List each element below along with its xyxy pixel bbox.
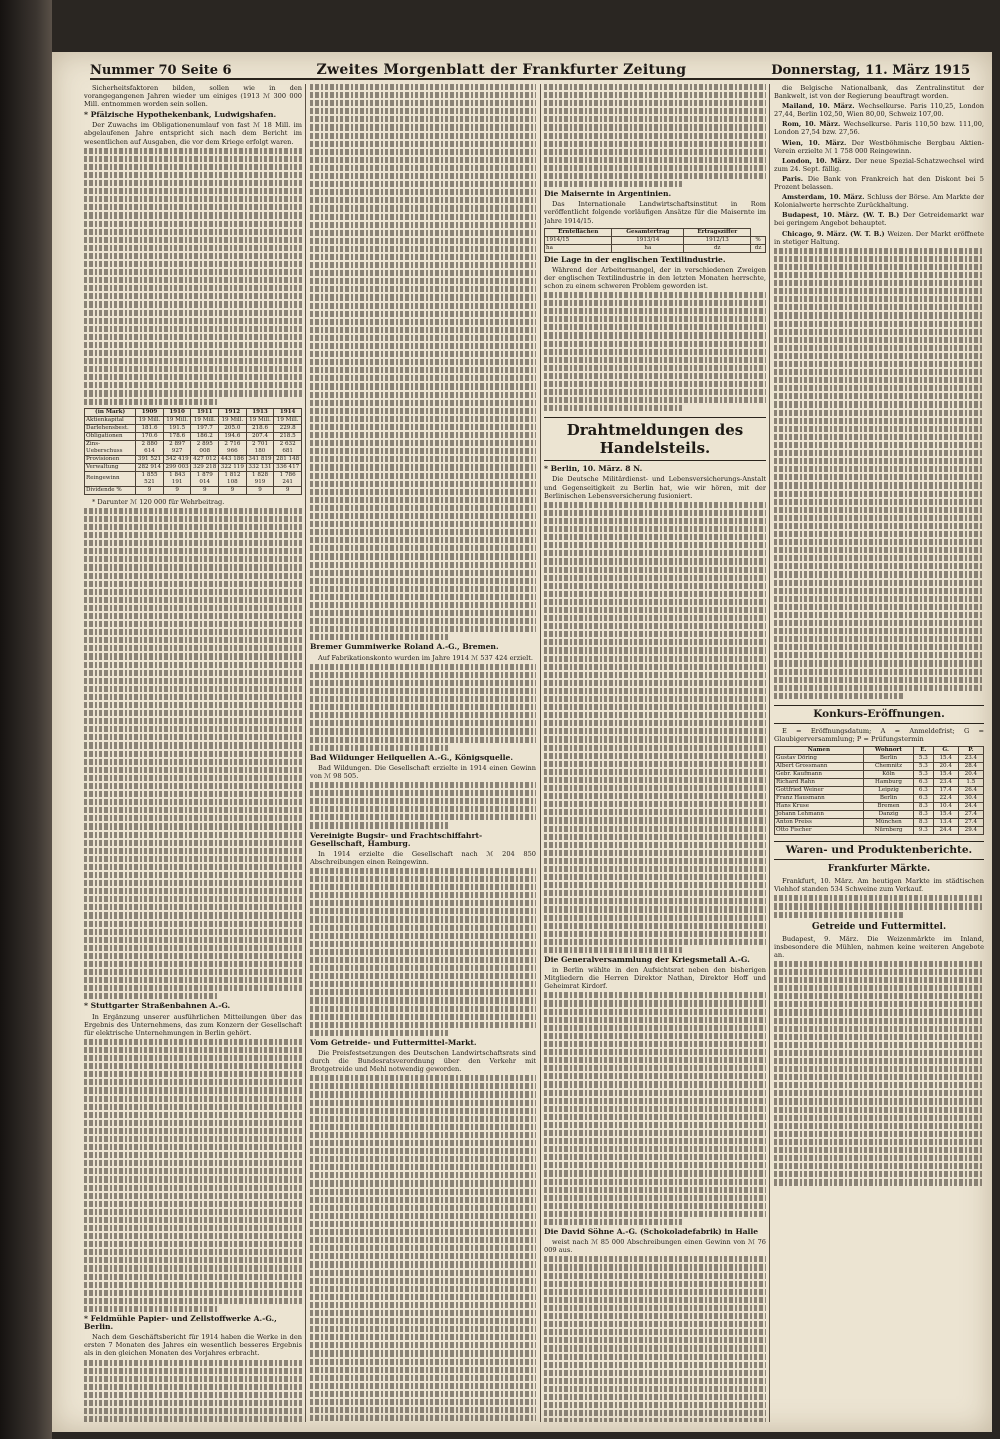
wire-title: Die Generalversammlung der Kriegsmetall A.-G. bbox=[544, 955, 750, 964]
table-note: * Darunter ℳ 120 000 für Wehrbeitrag. bbox=[92, 497, 225, 506]
body-text-lines bbox=[544, 502, 766, 953]
body-text-lines bbox=[84, 148, 302, 405]
table-cell: 282 914 bbox=[136, 463, 164, 471]
table-cell: Leipzig bbox=[863, 787, 913, 795]
market-text: Die Preisfestsetzungen des Deutschen Landwirtschaftsrats sind durch die Bundesratsverordnung über den Verkehr mit Brotgetreide und Mehl notwendig geworden. bbox=[310, 1048, 536, 1074]
body-text-lines bbox=[774, 895, 984, 917]
column-2 bbox=[310, 84, 536, 1422]
konkurs-heading: Konkurs-Eröffnungen. bbox=[774, 705, 984, 724]
table-cell: 1 879 014 bbox=[191, 471, 219, 486]
article-text: Der Zuwachs im Obligationenumlauf von fast ℳ 18 Mill. im abgelaufenen Jahre entspricht sich nach dem Bericht im wesentlichen auf Ausgaben, die vor dem Kriege erfolgt waren. bbox=[84, 121, 302, 146]
table-cell: 9 bbox=[219, 486, 247, 494]
table-cell: Darlehensbest. bbox=[85, 424, 136, 432]
column-1 bbox=[84, 84, 302, 1422]
newspaper-page bbox=[52, 52, 992, 1432]
table-cell: 1914/15 bbox=[545, 236, 612, 244]
table-header-cell: 1909 bbox=[136, 408, 164, 416]
table-cell: 1 812 108 bbox=[219, 471, 247, 486]
table-cell: 8.3 bbox=[914, 803, 933, 811]
table-cell: 8.3 bbox=[914, 819, 933, 827]
table-cell: 10.4 bbox=[933, 803, 958, 811]
table-header-cell: Ertragsziffer bbox=[684, 228, 751, 236]
wire-item-text: Wechselkurse. Paris 110,25, London 27,44, Berlin 102,50, Wien 80,00, Schweiz 107,00. bbox=[774, 102, 984, 119]
body-text-lines bbox=[774, 961, 984, 1186]
article-text: In Ergänzung unserer ausführlichen Mitteilungen über das Ergebnis des Unternehmens, das zum Konzern der Gesellschaft für elektrische Unternehmungen in Berlin gehört. bbox=[84, 1012, 302, 1037]
table-cell: 2 716 966 bbox=[219, 440, 247, 455]
table-cell: 332 131 bbox=[246, 463, 274, 471]
table-cell: 15.4 bbox=[933, 811, 958, 819]
article-title: Bad Wildunger Heilquellen A.-G., Königsquelle. bbox=[310, 752, 514, 762]
table-row bbox=[775, 811, 984, 819]
table-cell: 23.4 bbox=[933, 779, 958, 787]
table-cell: 9 bbox=[163, 486, 191, 494]
body-text-lines bbox=[544, 84, 766, 187]
column-rule bbox=[769, 84, 770, 1422]
table-cell: 19 Mill. bbox=[163, 416, 191, 424]
konkurs-table bbox=[774, 746, 984, 835]
table-cell: 13.4 bbox=[933, 819, 958, 827]
table-cell: 191.5 bbox=[163, 424, 191, 432]
body-text-lines bbox=[310, 782, 536, 829]
table-cell: 26.4 bbox=[958, 787, 983, 795]
table-cell: Gebr. Kaufmann bbox=[775, 771, 864, 779]
wire-item-title: Budapest, 10. März. (W. T. B.) bbox=[782, 211, 903, 220]
table-cell: Köln bbox=[863, 771, 913, 779]
paper-title: Zweites Morgenblatt der Frankfurter Zeitung bbox=[316, 62, 687, 78]
article-title: * Pfälzische Hypothekenbank, Ludwigshafen. bbox=[84, 110, 277, 120]
table-cell: 27.4 bbox=[958, 811, 983, 819]
table-cell: 336 417 bbox=[274, 463, 302, 471]
table-header-cell: E. bbox=[914, 747, 933, 755]
table-cell: 299 003 bbox=[163, 463, 191, 471]
table-cell: 15.4 bbox=[933, 771, 958, 779]
table-row bbox=[85, 486, 302, 494]
wire-item-title: Mailand, 10. März. bbox=[782, 102, 859, 111]
table-cell: Richard Rahn bbox=[775, 779, 864, 787]
table-cell: dz bbox=[751, 244, 766, 252]
table-cell: 19 Mill. bbox=[246, 416, 274, 424]
wire-item bbox=[774, 139, 984, 155]
body-text-lines bbox=[310, 664, 536, 751]
table-cell: 9 bbox=[246, 486, 274, 494]
table-header-cell: G. bbox=[933, 747, 958, 755]
column-4 bbox=[774, 84, 984, 1422]
body-text-lines bbox=[774, 248, 984, 699]
wire-item-text: Schluss der Börse. Am Markte der Kolonialwerte herrschte Zurückhaltung. bbox=[774, 193, 984, 210]
table-cell: 443 186 bbox=[219, 455, 247, 463]
table-cell: Hamburg bbox=[863, 779, 913, 787]
body-text-lines bbox=[310, 1075, 536, 1422]
wire-item-title: London, 10. März. bbox=[782, 156, 855, 165]
table-cell: Bremen bbox=[863, 803, 913, 811]
table-cell: ha bbox=[612, 244, 684, 252]
table-row bbox=[85, 455, 302, 463]
table-cell: 19 Mill. bbox=[219, 416, 247, 424]
table-cell: 186.2 bbox=[191, 432, 219, 440]
market-title: Vom Getreide- und Futtermittel-Markt. bbox=[310, 1037, 477, 1047]
table-cell: 1 855 521 bbox=[136, 471, 164, 486]
table-cell: 30.4 bbox=[958, 795, 983, 803]
table-cell: Gottfried Weiner bbox=[775, 787, 864, 795]
table-row bbox=[775, 819, 984, 827]
table-cell: 5.3 bbox=[914, 763, 933, 771]
table-cell: Danzig bbox=[863, 811, 913, 819]
table-row bbox=[85, 416, 302, 424]
table-cell: 5.3 bbox=[914, 755, 933, 763]
table-cell: 342 419 bbox=[163, 455, 191, 463]
table-cell: 23.4 bbox=[958, 755, 983, 763]
table-cell: 391 521 bbox=[136, 455, 164, 463]
table-cell: 6.3 bbox=[914, 779, 933, 787]
wire-text: weist nach ℳ 85 000 Abschreibungen einen Gewinn von ℳ 76 009 aus. bbox=[544, 1238, 766, 1255]
table-cell: Otto Fischer bbox=[775, 827, 864, 835]
table-cell: ha bbox=[545, 244, 612, 252]
article-title: Bremer Gummiwerke Roland A.-G., Bremen. bbox=[310, 642, 499, 652]
table-cell: 28.4 bbox=[958, 763, 983, 771]
column-rule bbox=[540, 84, 541, 1422]
table-cell: 1 843 191 bbox=[163, 471, 191, 486]
table-cell: 9.3 bbox=[914, 827, 933, 835]
wire-item-title: Chicago, 9. März. (W. T. B.) bbox=[782, 229, 888, 238]
table-row bbox=[85, 463, 302, 471]
financial-table bbox=[84, 408, 302, 495]
table-cell: 341 819 bbox=[246, 455, 274, 463]
table-cell: Berlin bbox=[863, 795, 913, 803]
table-cell: dz bbox=[684, 244, 751, 252]
table-cell: 22.4 bbox=[933, 795, 958, 803]
table-cell: Aktienkapital bbox=[85, 416, 136, 424]
table-row bbox=[775, 779, 984, 787]
table-row bbox=[85, 432, 302, 440]
article-title: * Stuttgarter Straßenbahnen A.-G. bbox=[84, 1001, 231, 1011]
table-cell: 9 bbox=[274, 486, 302, 494]
table-cell: 322 119 bbox=[219, 463, 247, 471]
waren-text-2: Budapest, 9. März. Die Weizenmärkte im Inland, insbesondere die Mühlen, nahmen keine weiteren Angebote an. bbox=[774, 934, 984, 959]
article-text: In 1914 erzielte die Gesellschaft nach ℳ 204 850 Abschreibungen einen Reingewinn. bbox=[310, 849, 536, 866]
table-cell: Anton Preiss bbox=[775, 819, 864, 827]
wire-item-title: Rom, 10. März. bbox=[782, 120, 844, 129]
wire-title: * Berlin, 10. März. 8 N. bbox=[544, 464, 643, 474]
table-cell: 1913/14 bbox=[612, 236, 684, 244]
wire-item-text: Die Bank von Frankreich hat den Diskont bei 5 Prozent belassen. bbox=[774, 174, 984, 192]
wire-item-text: Der neue Spezial-Schatzwechsel wird zum 24. Sept. fällig. bbox=[774, 156, 984, 173]
table-cell: 5.3 bbox=[914, 771, 933, 779]
issue-date: Donnerstag, 11. März 1915 bbox=[771, 63, 970, 78]
table-cell: 194.6 bbox=[219, 432, 247, 440]
table-cell: 6.3 bbox=[914, 787, 933, 795]
table-cell: München bbox=[863, 819, 913, 827]
article-title: Die Maisernte in Argentinien. bbox=[544, 189, 672, 199]
article-text: Auf Fabrikationskonto wurden im Jahre 1914 ℳ 537 424 erzielt. bbox=[318, 653, 534, 662]
table-cell: 2 701 180 bbox=[246, 440, 274, 455]
table-header-cell: (in Mark) bbox=[85, 408, 136, 416]
article-title: Vereinigte Bugsir- und Frachtschiffahrt-Gesellschaft, Hamburg. bbox=[310, 830, 483, 848]
table-cell: 2 895 008 bbox=[191, 440, 219, 455]
table-cell: 181.6 bbox=[136, 424, 164, 432]
body-text-lines bbox=[84, 1039, 302, 1312]
intro-paragraph: die Belgische Nationalbank, das Zentralinstitut der Bankwelt, ist von der Regierung beauftragt worden. bbox=[774, 84, 984, 101]
table-cell: Berlin bbox=[863, 755, 913, 763]
table-cell: Verwaltung bbox=[85, 463, 136, 471]
waren-subheading-2: Getreide und Futtermittel. bbox=[811, 921, 947, 932]
table-cell: Franz Hausmann bbox=[775, 795, 864, 803]
wire-item bbox=[774, 175, 984, 191]
table-cell: 8.3 bbox=[914, 811, 933, 819]
section-heading: Drahtmeldungen des Handelsteils. bbox=[544, 417, 766, 461]
table-cell: 9 bbox=[191, 486, 219, 494]
binding-gutter bbox=[0, 0, 52, 1439]
table-header-cell: 1914 bbox=[274, 408, 302, 416]
table-cell: Nürnberg bbox=[863, 827, 913, 835]
wire-item-text: Der Westböhmische Bergbau Aktien-Verein erzielte ℳ 1 758 000 Reingewinn. bbox=[774, 138, 984, 155]
wire-item-title: Amsterdam, 10. März. bbox=[782, 193, 868, 202]
waren-text: Frankfurt, 10. März. Am heutigen Markte im städtischen Viehhof standen 534 Schweine zum Verkauf. bbox=[774, 877, 984, 894]
table-header-cell: Namen bbox=[775, 747, 864, 755]
body-text-lines bbox=[310, 84, 536, 640]
waren-subheading: Frankfurter Märkte. bbox=[827, 864, 931, 875]
table-cell: Provisionen bbox=[85, 455, 136, 463]
table-cell: 1912/13 bbox=[684, 236, 751, 244]
table-cell: Obligationen bbox=[85, 432, 136, 440]
table-cell: 19 Mill. bbox=[191, 416, 219, 424]
table-cell: Chemnitz bbox=[863, 763, 913, 771]
table-cell: Albert Grossmann bbox=[775, 763, 864, 771]
table-cell: 27.4 bbox=[958, 819, 983, 827]
article-title: Die Lage in der englischen Textilindustrie. bbox=[544, 254, 726, 264]
table-cell: 1.5 bbox=[958, 779, 983, 787]
table-cell: 17.4 bbox=[933, 787, 958, 795]
table-header-cell: P. bbox=[958, 747, 983, 755]
column-rule bbox=[305, 84, 306, 1422]
table-cell: 178.6 bbox=[163, 432, 191, 440]
table-cell: Johann Lehmann bbox=[775, 811, 864, 819]
wire-item bbox=[774, 230, 984, 246]
article-text: Nach dem Geschäftsbericht für 1914 haben die Werke in den ersten 7 Monaten des Jahres ein wesentlich besseres Ergebnis als in den gleichen Monaten des Vorjahres erbracht. bbox=[84, 1333, 302, 1358]
table-row bbox=[775, 771, 984, 779]
table-cell: 170.6 bbox=[136, 432, 164, 440]
article-text: Bad Wildungen. Die Gesellschaft erzielte in 1914 einen Gewinn von ℳ 98 505. bbox=[310, 763, 536, 780]
body-text-lines bbox=[84, 1360, 302, 1423]
page-number: Nummer 70 Seite 6 bbox=[90, 63, 232, 78]
table-header-cell: 1911 bbox=[191, 408, 219, 416]
table-row bbox=[85, 424, 302, 432]
table-header-cell: Wohnort bbox=[863, 747, 913, 755]
table-cell: 9 bbox=[136, 486, 164, 494]
wire-item bbox=[774, 120, 984, 136]
wire-item bbox=[774, 193, 984, 209]
table-cell: Gustav Döring bbox=[775, 755, 864, 763]
table-cell: 281 148 bbox=[274, 455, 302, 463]
wire-item-title: Paris. bbox=[782, 174, 808, 183]
table-cell: % bbox=[751, 236, 766, 244]
table-cell: 20.4 bbox=[958, 771, 983, 779]
column-3 bbox=[544, 84, 766, 1422]
table-cell: Dividende % bbox=[85, 486, 136, 494]
wire-item-text: Weizen. Der Markt eröffnete in stetiger Haltung. bbox=[774, 229, 984, 246]
wire-text: in Berlin wählte in den Aufsichtsrat neben den bisherigen Mitgliedern die Herren Direktor Nathan, Direktor Hoff und Geheimrat Kirdorf. bbox=[544, 966, 766, 991]
table-row bbox=[775, 795, 984, 803]
table-cell: 329 218 bbox=[191, 463, 219, 471]
wire-list bbox=[774, 102, 984, 246]
table-cell: Hans Kruse bbox=[775, 803, 864, 811]
konkurs-note: E = Eröffnungsdatum; A = Anmeldefrist; G = Glaubigerversammlung; P = Prüfungstermin bbox=[774, 726, 984, 744]
table-cell: Zins-Ueberschuss bbox=[85, 440, 136, 455]
table-cell: 205.0 bbox=[219, 424, 247, 432]
harvest-table bbox=[544, 228, 766, 253]
table-cell: 19 Mill. bbox=[136, 416, 164, 424]
table-row bbox=[775, 787, 984, 795]
wire-title: Die David Söhne A.-G. (Schokoladefabrik) in Halle bbox=[544, 1227, 759, 1237]
table-cell: 229.8 bbox=[274, 424, 302, 432]
body-text-lines bbox=[544, 292, 766, 411]
article-title: * Feldmühle Papier- und Zellstoffwerke A.-G., Berlin. bbox=[84, 1314, 277, 1332]
wire-item bbox=[774, 102, 984, 118]
table-cell: 197.7 bbox=[191, 424, 219, 432]
table-cell: 218.6 bbox=[246, 424, 274, 432]
body-text-lines bbox=[310, 868, 536, 1036]
table-row bbox=[85, 440, 302, 455]
table-cell: 24.4 bbox=[958, 803, 983, 811]
table-row bbox=[775, 763, 984, 771]
table-cell: 427 012 bbox=[191, 455, 219, 463]
waren-heading: Waren- und Produktenberichte. bbox=[774, 841, 984, 860]
table-cell: 1 828 919 bbox=[246, 471, 274, 486]
body-text-lines bbox=[84, 508, 302, 1000]
wire-item-text: Der Getreidemarkt war bei geringem Angebot behauptet. bbox=[774, 211, 984, 228]
table-header-cell: 1912 bbox=[219, 408, 247, 416]
table-row bbox=[545, 236, 766, 244]
table-cell: 19 Mill. bbox=[274, 416, 302, 424]
table-cell: 2 897 927 bbox=[163, 440, 191, 455]
table-row bbox=[85, 471, 302, 486]
table-row bbox=[545, 244, 766, 252]
table-cell: 15.4 bbox=[933, 755, 958, 763]
table-header-cell: Gesamtertrag bbox=[612, 228, 684, 236]
table-row bbox=[775, 827, 984, 835]
table-cell: 2 632 681 bbox=[274, 440, 302, 455]
table-header-cell: 1910 bbox=[163, 408, 191, 416]
table-cell: 24.4 bbox=[933, 827, 958, 835]
page-header bbox=[90, 56, 970, 80]
table-header-cell: Ernteflächen bbox=[545, 228, 612, 236]
wire-item-title: Wien, 10. März. bbox=[782, 138, 852, 147]
body-text-lines bbox=[544, 992, 766, 1225]
intro-paragraph: Sicherheitsfaktoren bilden, sollen wie in den vorangegangenen Jahren wieder um einiges (1913 ℳ 300 000 Mill. entnommen worden sein sollen. bbox=[84, 84, 302, 109]
table-cell: 6.3 bbox=[914, 795, 933, 803]
table-row bbox=[775, 803, 984, 811]
article-text: Während der Arbeitermangel, der in verschiedenen Zweigen der englischen Textilindustrie in den letzten Monaten herrschte, schon zu einem schweren Problem geworden ist. bbox=[544, 265, 766, 290]
table-cell: 1 786 241 bbox=[274, 471, 302, 486]
table-cell: 20.4 bbox=[933, 763, 958, 771]
article-text: Das Internationale Landwirtschaftsinstitut in Rom veröffentlicht folgende vorläufigen Ansätze für die Maisernte im Jahre 1914/15. bbox=[544, 200, 766, 225]
table-cell: 218.5 bbox=[274, 432, 302, 440]
wire-item bbox=[774, 211, 984, 227]
table-cell: 207.4 bbox=[246, 432, 274, 440]
table-cell: Reingewinn bbox=[85, 471, 136, 486]
table-cell: 2 880 614 bbox=[136, 440, 164, 455]
table-cell: 29.4 bbox=[958, 827, 983, 835]
table-header-cell: 1913 bbox=[246, 408, 274, 416]
wire-text: Die Deutsche Militärdienst- und Lebensversicherungs-Anstalt und Gegenseitigkeit zu Berlin hat, wie wir hören, mit der Berlinischen Lebensversicherung fusioniert. bbox=[544, 475, 766, 500]
body-text-lines bbox=[544, 1256, 766, 1422]
wire-item bbox=[774, 157, 984, 173]
wire-item-text: Wechselkurse. Paris 110,50 bzw. 111,00, London 27,54 bzw. 27,56. bbox=[774, 120, 984, 137]
table-row bbox=[775, 755, 984, 763]
